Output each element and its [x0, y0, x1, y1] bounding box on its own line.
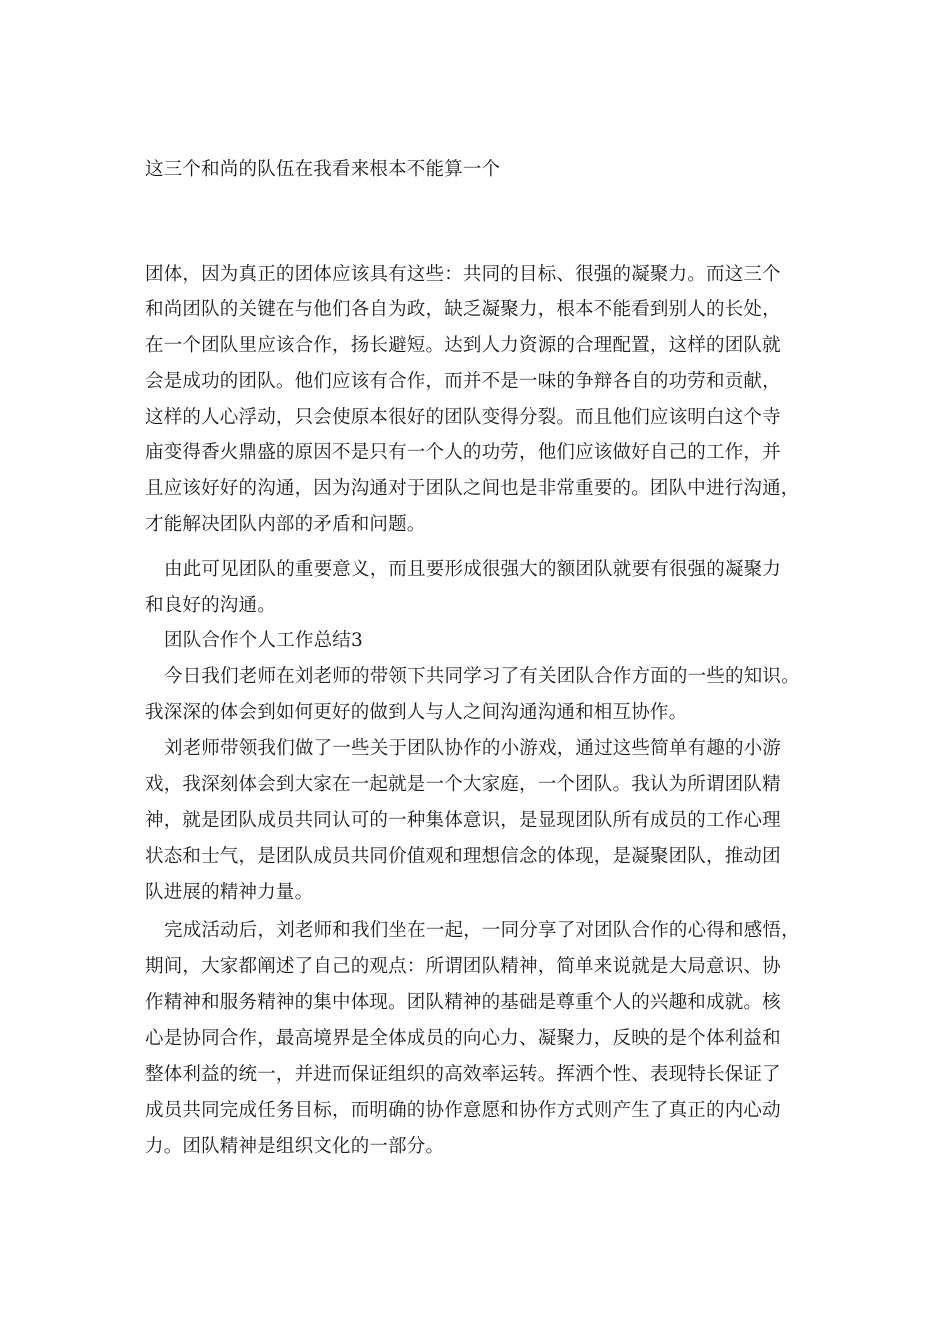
text-line: 才能解决团队内部的矛盾和问题。: [145, 514, 426, 535]
section-heading: 团队合作个人工作总结3: [164, 630, 363, 651]
text-line: 力。团队精神是组织文化的一部分。: [145, 1136, 445, 1157]
text-line: 在一个团队里应该合作，扬长避短。达到人力资源的合理配置，这样的团队就: [145, 335, 781, 356]
text-line: 我深深的体会到如何更好的做到人与人之间沟通沟通和相互协作。: [145, 702, 688, 723]
text-line: 且应该好好的沟通，因为沟通对于团队之间也是非常重要的。团队中进行沟通，: [145, 478, 800, 499]
text-line: 刘老师带领我们做了一些关于团队协作的小游戏，通过这些简单有趣的小游: [164, 738, 782, 759]
text-line: 队进展的精神力量。: [145, 882, 314, 903]
text-line: 今日我们老师在刘老师的带领下共同学习了有关团队合作方面的一些的知识。: [164, 666, 800, 687]
text-line: 戏，我深刻体会到大家在一起就是一个大家庭，一个团队。我认为所谓团队精: [145, 774, 781, 795]
text-line: 完成活动后，刘老师和我们坐在一起，一同分享了对团队合作的心得和感悟，: [164, 920, 800, 941]
text-line: 庙变得香火鼎盛的原因不是只有一个人的功劳，他们应该做好自己的工作，并: [145, 442, 781, 463]
text-line: 团体，因为真正的团体应该具有这些：共同的目标、很强的凝聚力。而这三个: [145, 264, 781, 285]
text-line: 神，就是团队成员共同认可的一种集体意识，是显现团队所有成员的工作心理: [145, 810, 781, 831]
text-line: 和尚团队的关键在与他们各自为政，缺乏凝聚力，根本不能看到别人的长处，: [145, 299, 781, 320]
text-line: 作精神和服务精神的集中体现。团队精神的基础是尊重个人的兴趣和成就。核: [145, 992, 781, 1013]
text-line: 期间，大家都阐述了自己的观点：所谓团队精神，简单来说就是大局意识、协: [145, 956, 781, 977]
text-line: 状态和士气，是团队成员共同价值观和理想信念的体现，是凝聚团队，推动团: [145, 846, 781, 867]
text-line: 这样的人心浮动，只会使原本很好的团队变得分裂。而且他们应该明白这个寺: [145, 407, 781, 428]
text-line: 成员共同完成任务目标，而明确的协作意愿和协作方式则产生了真正的内心动: [145, 1100, 781, 1121]
text-line: 会是成功的团队。他们应该有合作，而并不是一味的争辩各自的功劳和贡献，: [145, 371, 781, 392]
text-line: 由此可见团队的重要意义，而且要形成很强大的额团队就要有很强的凝聚力: [164, 559, 782, 580]
text-line: 这三个和尚的队伍在我看来根本不能算一个: [145, 159, 501, 180]
text-line: 心是协同合作，最高境界是全体成员的向心力、凝聚力，反映的是个体利益和: [145, 1028, 781, 1049]
text-line: 整体利益的统一，并进而保证组织的高效率运转。挥洒个性、表现特长保证了: [145, 1064, 781, 1085]
text-line: 和良好的沟通。: [145, 595, 276, 616]
